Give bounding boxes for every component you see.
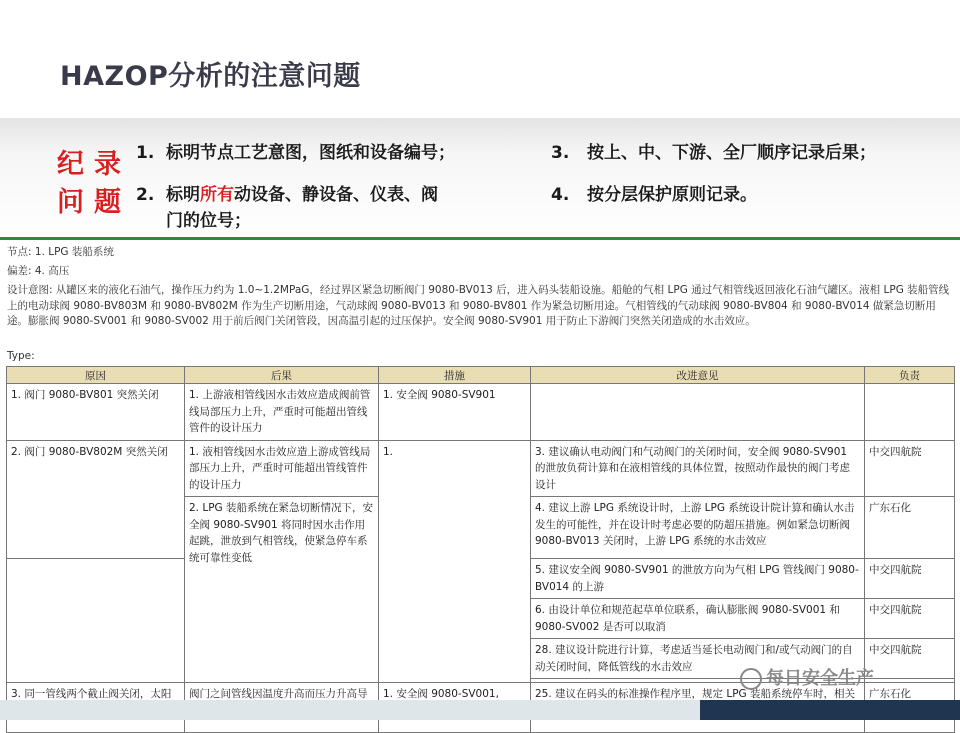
note-text: 按分层保护原则记录。 xyxy=(587,185,757,205)
cell-advice: 3. 建议确认电动阀门和气动阀门的关闭时间，安全阀 9080-SV901 的泄放负荷计算和在液相管线的具体位置，按照动作最快的阀门考虑设计 xyxy=(531,440,865,497)
note-item-4 xyxy=(551,180,757,210)
deviation-label: 偏差: 4. 高压 xyxy=(7,265,70,277)
type-label: Type: xyxy=(7,350,35,362)
cell-measure: 1. xyxy=(379,440,531,683)
footer-bar xyxy=(0,700,960,720)
tag-record: 纪录 xyxy=(57,149,131,180)
header-cause: 原因 xyxy=(7,367,185,384)
cell-advice: 28. 建议设计院进行计算，考虑适当延长电动阀门和/或气动阀门的自动关闭时间，降低管线的水击效应 xyxy=(531,639,865,679)
header-consequence: 后果 xyxy=(185,367,379,384)
note-num: 1. xyxy=(136,143,155,163)
note-num: 3. xyxy=(551,143,570,163)
cell-consequence: 2. LPG 装船系统在紧急切断情况下，安全阀 9080-SV901 将同时因水击作用起跳，泄放到气相管线，使紧急停车系统可靠性变低 xyxy=(185,497,379,683)
note-text: 标明节点工艺意图，图纸和设备编号； xyxy=(166,143,455,163)
note-item-3 xyxy=(551,138,876,168)
cell-owner: 中交四航院 xyxy=(865,559,955,599)
cell-cause: 2. 阀门 9080-BV802M 突然关闭 xyxy=(7,440,185,559)
cell-consequence: 1. 液相管线因水击效应造上游成管线局部压力上升，严重时可能超出管线管件的设计压力 xyxy=(185,440,379,497)
cell-owner xyxy=(865,384,955,441)
wechat-icon xyxy=(740,668,762,690)
note-text: 按上、中、下游、全厂顺序记录后果； xyxy=(587,143,876,163)
table-row xyxy=(7,440,955,497)
cell-measure: 1. 安全阀 9080-SV001, xyxy=(379,683,531,733)
cell-advice xyxy=(531,384,865,441)
note-num: 2. xyxy=(136,185,155,205)
divider-line xyxy=(0,237,960,240)
note-text-post: 动设备、静设备、仪表、阀 xyxy=(234,185,438,205)
cell-consequence: 1. 上游液相管线因水击效应造成阀前管线局部压力上升，严重时可能超出管线管件的设计压力 xyxy=(185,384,379,441)
note-item-1 xyxy=(136,138,455,168)
cell-advice: 25. 建议在码头的标准操作程序里，规定 LPG 装船系统停车时，相关 xyxy=(531,683,865,733)
cell-owner: 中交四航院 xyxy=(865,599,955,639)
header-advice: 改进意见 xyxy=(531,367,865,384)
footer-accent xyxy=(700,700,960,720)
note-text-emphasis: 所有 xyxy=(200,185,234,205)
cell-consequence: 阀门之间管线因温度升高而压力升高导 xyxy=(185,683,379,733)
cell-owner: 中交四航院 xyxy=(865,639,955,679)
cell-cause: 1. 阀门 9080-BV801 突然关闭 xyxy=(7,384,185,441)
header-measure: 措施 xyxy=(379,367,531,384)
notes-banner xyxy=(0,118,960,238)
table-row xyxy=(7,384,955,441)
watermark-text: 每日安全生产 xyxy=(766,668,874,689)
note-item-2-continued: 门的位号； xyxy=(166,211,251,231)
node-label: 节点: 1. LPG 装船系统 xyxy=(7,246,114,258)
header-owner: 负责 xyxy=(865,367,955,384)
cell-owner: 中交四航院 xyxy=(865,440,955,497)
cell-measure: 1. 安全阀 9080-SV901 xyxy=(379,384,531,441)
cell-advice: 5. 建议安全阀 9080-SV901 的泄放方向为气相 LPG 管线阀门 9080-BV014 的上游 xyxy=(531,559,865,599)
cell-advice: 4. 建议上游 LPG 系统设计时，上游 LPG 系统设计院计算和确认水击发生的可能性，并在设计时考虑必要的防超压措施。例如紧急切断阀 9080-BV013 关闭时，上游 LPG 系统的水击效应 xyxy=(531,497,865,559)
page-title: HAZOP分析的注意问题 xyxy=(60,61,361,92)
watermark xyxy=(740,664,874,690)
cell-owner: 广东石化 xyxy=(865,497,955,559)
cell-owner: 广东石化 xyxy=(865,683,955,733)
note-num: 4. xyxy=(551,185,570,205)
tag-problem: 问题 xyxy=(57,187,131,218)
design-intent: 设计意图: 从罐区来的液化石油气，操作压力约为 1.0~1.2MPaG，经过界区紧急切断阀门 9080-BV013 后，进入码头装船设施。船舱的气相 LPG 通过气相管线返回液化石油气罐区。液相 LPG 装船管线上的电动球阀 9080-BV803M 和 9080-BV802M 作为生产切断用途，气动球阀 9080-BV013 和 9080-BV801 作为紧急切断用途。气相管线的气动球阀 9080-BV804 和 9080-BV014 做紧急切断用途。膨胀阀 9080-SV001 和 9080-SV002 用于前后阀门关闭管段，因高温引起的过压保护。安全阀 9080-SV901 用于防止下游阀门突然关闭造成的水击效应。 xyxy=(7,284,950,327)
cell-cause: 3. 同一管线两个截止阀关闭，太阳 xyxy=(7,683,185,733)
cell-advice: 6. 由设计单位和规范起草单位联系，确认膨胀阀 9080-SV001 和 9080-SV002 是否可以取消 xyxy=(531,599,865,639)
note-text-pre: 标明 xyxy=(166,185,200,205)
table-header-row xyxy=(7,367,955,384)
cell-cause-empty xyxy=(7,559,185,683)
